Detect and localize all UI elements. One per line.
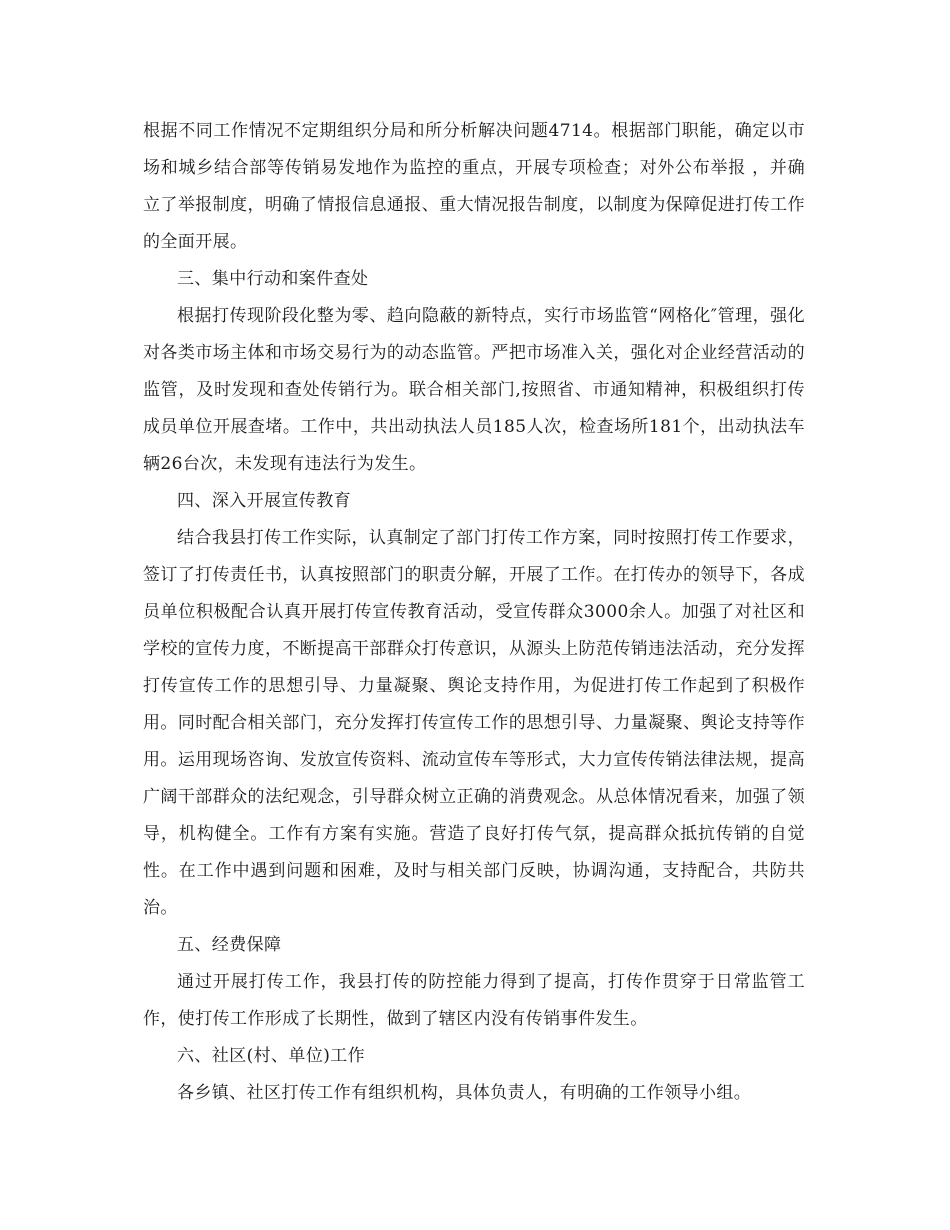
paragraph-reporting-system: 根据不同工作情况不定期组织分局和所分析解决问题4714。根据部门职能，确定以市场和城乡结合部等传销易发地作为监控的重点，开展专项检查；对外公布举报 ，并确立了举报制度，明确了情报信息通报、重大情况报告制度，以制度为保障促进打传工作的全面开展。 <box>143 121 805 252</box>
heading-section-3: 三、集中行动和案件查处 <box>177 269 369 289</box>
document-body <box>143 113 805 1112</box>
heading-section-5: 五、经费保障 <box>177 935 282 955</box>
heading-section-6: 六、社区(村、单位)工作 <box>177 1046 366 1066</box>
paragraph-community-work: 各乡镇、社区打传工作有组织机构，具体负责人，有明确的工作领导小组。 <box>177 1083 752 1103</box>
paragraph-publicity-education: 结合我县打传工作实际，认真制定了部门打传工作方案，同时按照打传工作要求，签订了打传责任书，认真按照部门的职责分解，开展了工作。在打传办的领导下，各成员单位积极配合认真开展打传宣传教育活动，受宣传群众3000余人。加强了对社区和学校的宣传力度，不断提高干部群众打传意识，从源头上防范传销违法活动，充分发挥打传宣传工作的思想引导、力量凝聚、舆论支持作用，为促进打传工作起到了积极作用。同时配合相关部门，充分发挥打传宣传工作的思想引导、力量凝聚、舆论支持等作用。运用现场咨询、发放宣传资料、流动宣传车等形式，大力宣传传销法律法规，提高广阔干部群众的法纪观念，引导群众树立正确的消费观念。从总体情况看来，加强了领导，机构健全。工作有方案有实施。营造了良好打传气氛，提高群众抵抗传销的自觉性。在工作中遇到问题和困难，及时与相关部门反映，协调沟通，支持配合，共防共治。 <box>143 528 805 918</box>
paragraph-enforcement-actions: 根据打传现阶段化整为零、趋向隐蔽的新特点，实行市场监管“网格化″管理，强化对各类市场主体和市场交易行为的动态监管。严把市场准入关，强化对企业经营活动的监管，及时发现和查处传销行为。联合相关部门,按照省、市通知精神，积极组织打传成员单位开展查堵。工作中，共出动执法人员185人次，检查场所181个，出动执法车辆26台次，未发现有违法行为发生。 <box>143 306 805 474</box>
paragraph-funding: 通过开展打传工作，我县打传的防控能力得到了提高，打传作贯穿于日常监管工作，使打传工作形成了长期性，做到了辖区内没有传销事件发生。 <box>143 972 805 1029</box>
heading-section-4: 四、深入开展宣传教育 <box>177 491 351 511</box>
